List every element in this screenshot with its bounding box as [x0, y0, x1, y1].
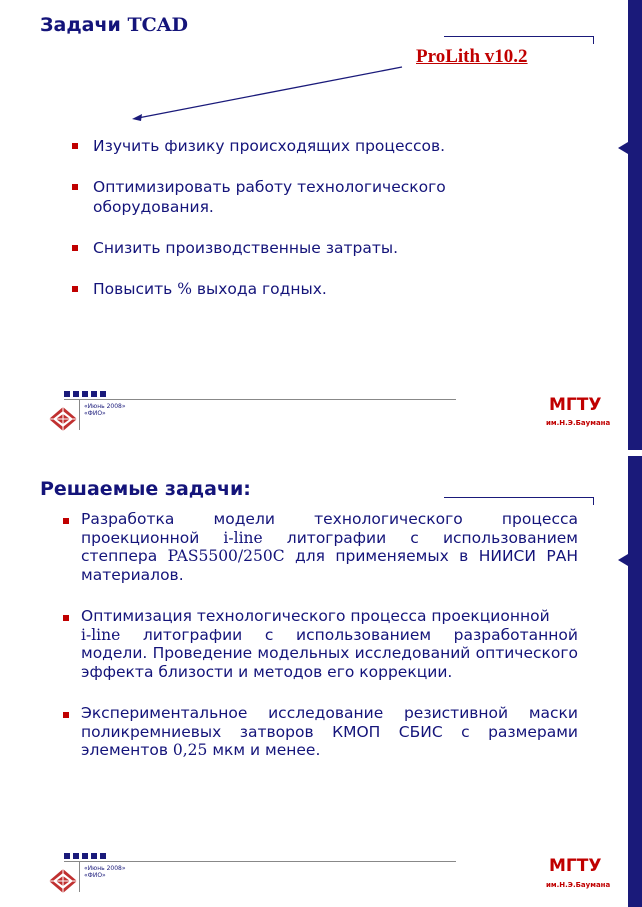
footer-dots — [64, 853, 109, 859]
bmstu-logo-icon — [48, 406, 78, 432]
stripe-notch — [618, 554, 628, 566]
list-item: Повысить % выхода годных. — [93, 279, 543, 299]
title-deco-tick — [593, 497, 594, 505]
list-item: Оптимизация технологического процесса проекционной i-line литографии с использованием разработанной модели. Проведение модельных исследований оптического эффекта близости и методов его коррекции. — [81, 607, 578, 681]
bullet-mark — [72, 286, 78, 292]
slide-1 — [0, 0, 642, 450]
list-item: Разработка модели технологического процесса проекционной i-line литографии с использованием степпера PAS5500/250C для применяемых в НИИСИ РАН материалов. — [81, 510, 578, 584]
footer-vline — [79, 862, 80, 892]
list-item: Снизить производственные затраты. — [93, 238, 543, 258]
bullet-mark — [72, 143, 78, 149]
bullet-mark — [63, 615, 69, 621]
footer-meta: «Июнь 2008» «ФИО» — [84, 403, 126, 417]
slide-title: Задачи TCAD — [40, 14, 188, 36]
title-deco-line — [444, 497, 594, 498]
arrow-head — [132, 114, 142, 121]
footer-dots — [64, 391, 109, 397]
bullet-mark — [63, 518, 69, 524]
list-item: Изучить физику происходящих процессов. — [93, 136, 543, 156]
bmstu-logo-icon — [48, 868, 78, 894]
right-stripe — [628, 456, 642, 907]
task-list — [93, 136, 543, 320]
footer-line — [64, 861, 456, 862]
footer-vline — [79, 400, 80, 430]
footer-meta: «Июнь 2008» «ФИО» — [84, 865, 126, 879]
slide-2-title: Решаемые задачи: — [40, 478, 251, 500]
bullet-mark — [72, 245, 78, 251]
bullet-mark — [63, 712, 69, 718]
mgtu-label: МГТУ — [549, 856, 602, 876]
footer-line — [64, 399, 456, 400]
prolith-label: ProLith v10.2 — [416, 46, 528, 67]
list-item: Оптимизировать работу технологического оборудования. — [93, 177, 543, 217]
solved-tasks-list — [81, 510, 578, 783]
list-item: Экспериментальное исследование резистивной маски поликремниевых затворов КМОП СБИС с размерами элементов 0,25 мкм и менее. — [81, 704, 578, 760]
mgtu-sublabel: им.Н.Э.Баумана — [546, 419, 611, 427]
bullet-mark — [72, 184, 78, 190]
arrow-line — [138, 67, 402, 118]
mgtu-label: МГТУ — [549, 395, 602, 415]
mgtu-sublabel: им.Н.Э.Баумана — [546, 881, 611, 889]
